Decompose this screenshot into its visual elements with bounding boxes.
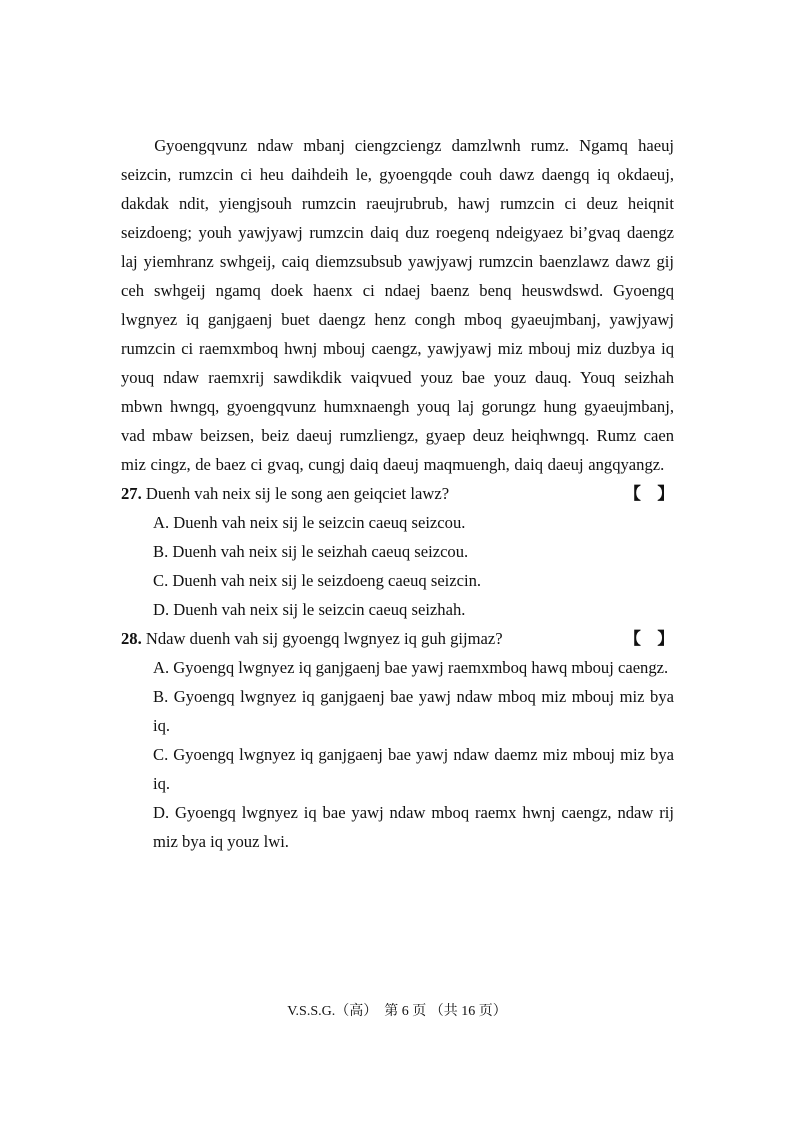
option-28-c[interactable]: C. Gyoengq lwgnyez iq ganjgaenj bae yawj ndaw daemz miz mbouj miz bya iq. [153,745,674,793]
answer-bracket-27[interactable]: 【 】 [624,484,674,503]
option-27-a[interactable]: A. Duenh vah neix sij le seizcin caeuq seizcou. [153,513,466,532]
option-27-d[interactable]: D. Duenh vah neix sij le seizcin caeuq seizhah. [153,600,466,619]
option-28-b[interactable]: B. Gyoengq lwgnyez iq ganjgaenj bae yawj ndaw mboq miz mbouj miz bya iq. [153,687,674,735]
question-27-options [121,508,674,624]
option-28-d[interactable]: D. Gyoengq lwgnyez iq bae yawj ndaw mboq raemx hwnj caengz, ndaw rij miz bya iq youz lwi. [153,803,674,851]
question-28-number: 28. [121,629,142,648]
option-28-a[interactable]: A. Gyoengq lwgnyez iq ganjgaenj bae yawj raemxmboq hawq mbouj caengz. [153,658,669,677]
option-27-c[interactable]: C. Duenh vah neix sij le seizdoeng caeuq seizcin. [153,571,482,590]
question-28-stem [121,624,674,653]
question-28 [121,624,674,856]
option-27-b[interactable]: B. Duenh vah neix sij le seizhah caeuq seizcou. [153,542,469,561]
answer-bracket-28[interactable]: 【 】 [624,629,674,648]
page-content [121,131,674,856]
question-27-text: Duenh vah neix sij le song aen geiqciet lawz? [145,484,450,503]
reading-passage: Gyoengqvunz ndaw mbanj ciengzciengz damzlwnh rumz. Ngamq haeuj seizcin, rumzcin ci heu daihdeih le, gyoengqde couh dawz daengq iq okdaeuj, dakdak ndit, yiengjsouh rumzcin raeujrubrub, hawj rumzcin ci deuz heiqnit seizdoeng; youh yawjyawj rumzcin daiq duz roegenq ndeigyaez bi’gvaq daengz laj yiemhranz swhgeij, caiq diemzsubsub yawjyawj rumzcin baenzlawz dawz gij ceh swhgeij ngamq doek haenx ci ndaej baenz benq heuswdswd. Gyoengq lwgnyez iq ganjgaenj buet daengz henz congh mboq gyaeujmbanj, yawjyawj rumzcin ci raemxmboq hwnj mbouj caengz, yawjyawj miz mbouj miz duzbya iq youq ndaw raemxrij sawdikdik vaiqvued youz bae youz dauq. Youq seizhah mbwn hwngq, gyoengqvunz humxnaengh youq laj gorungz hung gyaeujmbanj, vad mbaw beizsen, beiz daeuj rumzliengz, gyaep deuz heiqhwngq. Rumz caen miz cingz, de baez ci gvaq, cungj daiq daeuj maqmuengh, daiq daeuj angqyangz. [121,136,674,474]
question-27-stem [121,479,674,508]
question-28-text: Ndaw duenh vah sij gyoengq lwgnyez iq guh gijmaz? [145,629,503,648]
question-28-options [121,653,674,856]
question-27 [121,479,674,624]
question-27-number: 27. [121,484,142,503]
page-footer: V.S.S.G.（高） 第 6 页 （共 16 页） [287,1004,507,1019]
